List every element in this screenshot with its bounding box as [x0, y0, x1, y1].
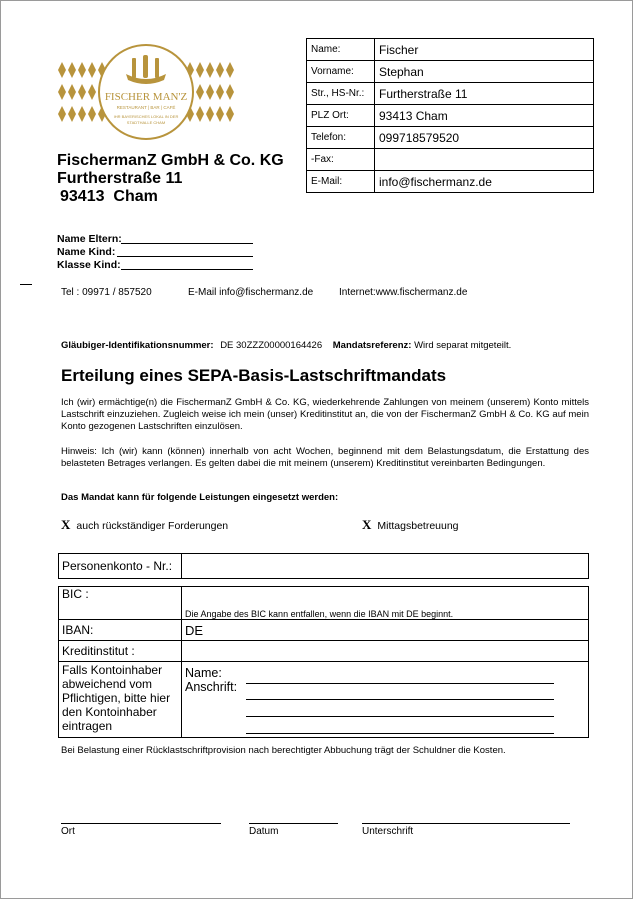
option-lunch-care[interactable]: X Mittagsbetreuung: [362, 517, 459, 532]
creditor-id-line: [61, 340, 511, 351]
bank-institute-label: Kreditinstitut :: [59, 641, 182, 662]
refund-notice-text: Hinweis: Ich (wir) kann (können) innerhalb von acht Wochen, beginnend mit dem Belastungsdatum, die Erstattung des belasteten Betrages verlangen. Es gelten dabei die mit meinem (unserem) Kreditinstitut vereinbarten Bedingungen.: [61, 446, 589, 469]
phone-field[interactable]: 099718579520: [375, 127, 594, 149]
table-row: Telefon: 099718579520: [307, 127, 594, 149]
holder-name-line[interactable]: [246, 683, 554, 684]
firstname-field[interactable]: Stephan: [375, 61, 594, 83]
creditor-id-label: Gläubiger-Identifikationsnummer:: [61, 340, 214, 351]
iban-label: IBAN:: [59, 620, 182, 641]
table-row: Vorname: Stephan: [307, 61, 594, 83]
parent-name-line[interactable]: [121, 243, 253, 244]
fold-mark: [20, 284, 32, 285]
svg-text:IHR BAYERISCHES LOKAL IN DER: IHR BAYERISCHES LOKAL IN DER: [113, 114, 179, 119]
child-class-line[interactable]: [121, 269, 253, 270]
holder-address-line-2[interactable]: [246, 716, 554, 717]
account-label: Personenkonto - Nr.:: [59, 554, 182, 579]
place-label: Ort: [61, 826, 75, 837]
logo-brand-text: FISCHER MAN'Z: [104, 91, 188, 103]
return-debit-note: Bei Belastung einer Rücklastschriftprovision nach berechtigter Abbuchung trägt der Schuldner die Kosten.: [61, 745, 506, 756]
mandate-heading: Das Mandat kann für folgende Leistungen eingesetzt werden:: [61, 492, 339, 503]
name-field[interactable]: Fischer: [375, 39, 594, 61]
company-name: FischermanZ GmbH & Co. KG: [57, 152, 284, 169]
parent-child-fields: [57, 233, 122, 272]
table-row: [59, 587, 589, 620]
table-row: [59, 641, 589, 662]
x-mark-icon: X: [61, 517, 71, 532]
table-row: -Fax:: [307, 149, 594, 171]
x-mark-icon: X: [362, 517, 372, 532]
debtor-info-table: [306, 38, 594, 193]
child-class-label: Klasse Kind:: [57, 259, 121, 271]
child-name-label: Name Kind:: [57, 246, 116, 258]
email-field[interactable]: info@fischermanz.de: [375, 171, 594, 193]
company-address: [57, 152, 284, 206]
option-arrears[interactable]: X auch rückständiger Forderungen: [61, 517, 229, 532]
company-street: Furtherstraße 11: [57, 170, 183, 187]
holder-name-label: Name:: [185, 666, 222, 680]
account-number-field[interactable]: [182, 554, 589, 579]
svg-text:STADTHALLE CHAM: STADTHALLE CHAM: [126, 120, 166, 125]
bic-note: Die Angabe des BIC kann entfallen, wenn die IBAN mit DE beginnt.: [185, 609, 454, 619]
iban-field[interactable]: DE: [182, 620, 589, 641]
holder-address-line-1[interactable]: [246, 699, 554, 700]
mandate-ref-value: Wird separat mitgeteilt.: [414, 340, 512, 351]
table-row: Str., HS-Nr.: Furtherstraße 11: [307, 83, 594, 105]
bank-institute-field[interactable]: [182, 641, 589, 662]
holder-label: Falls Kontoinhaber abweichend vom Pflichtigen, bitte hier den Kontoinhaber eintragen: [59, 662, 182, 738]
date-label: Datum: [249, 826, 279, 837]
child-name-line[interactable]: [117, 256, 253, 257]
restaurant-logo: [56, 42, 236, 142]
date-line[interactable]: [249, 823, 338, 824]
table-row: Name: Fischer: [307, 39, 594, 61]
authorization-text: Ich (wir) ermächtige(n) die FischermanZ GmbH & Co. KG, wiederkehrende Zahlungen von meinem (unserem) Konto mittels Lastschrift einzuziehen. Zugleich weise ich mein (unser) Kreditinstitut an, die von der FischermanZ GmbH & Co. KG auf mein Konto gezogenen Lastschriften einzulösen.: [61, 397, 589, 432]
city-field[interactable]: 93413 Cham: [375, 105, 594, 127]
page-title: Erteilung eines SEPA-Basis-Lastschriftmandats: [61, 366, 447, 385]
contact-email: E-Mail info@fischermanz.de: [188, 287, 314, 298]
table-row: [59, 620, 589, 641]
mandate-ref-label: Mandatsreferenz:: [332, 340, 412, 351]
bic-field[interactable]: [182, 587, 589, 620]
fax-field[interactable]: [375, 149, 594, 171]
creditor-id-value: DE 30ZZZ00000164426: [220, 340, 323, 351]
contact-website: Internet:www.fischermanz.de: [339, 287, 468, 298]
signature-line[interactable]: [362, 823, 570, 824]
contact-phone: Tel : 09971 / 857520: [61, 287, 152, 298]
parent-name-label: Name Eltern:: [57, 233, 122, 245]
table-row: PLZ Ort: 93413 Cham: [307, 105, 594, 127]
bic-label: BIC :: [59, 587, 182, 620]
place-line[interactable]: [61, 823, 221, 824]
street-field[interactable]: Furtherstraße 11: [375, 83, 594, 105]
holder-address-line-3[interactable]: [246, 733, 554, 734]
account-number-table: [58, 553, 589, 579]
table-row: [59, 554, 589, 579]
holder-address-label: Anschrift:: [185, 680, 238, 694]
signature-label: Unterschrift: [362, 826, 414, 837]
table-row: E-Mail: info@fischermanz.de: [307, 171, 594, 193]
company-city: 93413 Cham: [60, 188, 158, 205]
svg-text:RESTAURANT | BAR | CAFÉ: RESTAURANT | BAR | CAFÉ: [116, 105, 176, 110]
